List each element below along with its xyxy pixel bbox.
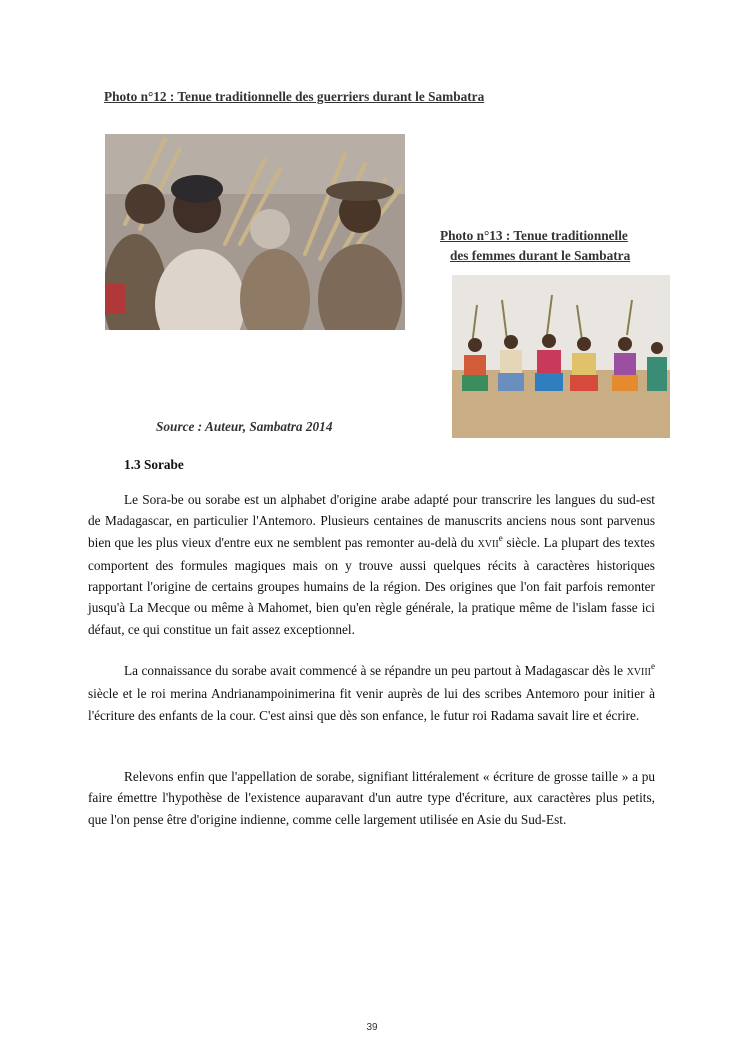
- photo-women: [452, 275, 670, 438]
- page-number: 39: [366, 1022, 378, 1033]
- photo-warriors: [105, 134, 405, 330]
- paragraph-1: Le Sora-be ou sorabe est un alphabet d'origine arabe adapté pour transcrire les langues du sud-est de Madagascar, en particulier l'Antemoro. Plusieurs centaines de manuscrits anciens nous sont parvenus bien que les plus vieux d'entre eux ne semblent pas remonter au-delà du XVIIe siècle. La plupart des textes comportent des formules magiques mais on y trouve aussi quelques récits à caractères historiques rapportant l'origine de certains groupes humains de la région. Des origines que l'on fait parfois remonter jusqu'à La Mecque ou même à Mahomet, bien qu'en règle générale, la pratique même de l'islam fasse ici défaut, ce qui constitue un fait assez exceptionnel.: [88, 492, 655, 637]
- paragraph-2: La connaissance du sorabe avait commencé à se répandre un peu partout à Madagascar dès le XVIIIe siècle et le roi merina Andrianampoinimerina fit venir auprès de lui des scribes Antemoro pour initier à l'écriture des enfants de la cour. C'est ainsi que dès son enfance, le futur roi Radama savait lire et écrire.: [88, 661, 655, 723]
- photo-13-caption-line1: Photo n°13 : Tenue traditionnelle: [440, 228, 628, 243]
- paragraph-3: Relevons enfin que l'appellation de sorabe, signifiant littéralement « écriture de grosse taille » a pu faire émettre l'hypothèse de l'existence auparavant d'un autre type d'écriture, aux caractères plus petits, que l'on pense être d'origine indienne, comme celle largement utilisée en Asie du Sud-Est.: [88, 769, 655, 827]
- photo-source: Source : Auteur, Sambatra 2014: [156, 419, 333, 434]
- photo-13-caption-line2: des femmes durant le Sambatra: [450, 248, 631, 263]
- section-heading: 1.3 Sorabe: [124, 457, 184, 472]
- photo-12-caption: Photo n°12 : Tenue traditionnelle des guerriers durant le Sambatra: [104, 89, 485, 104]
